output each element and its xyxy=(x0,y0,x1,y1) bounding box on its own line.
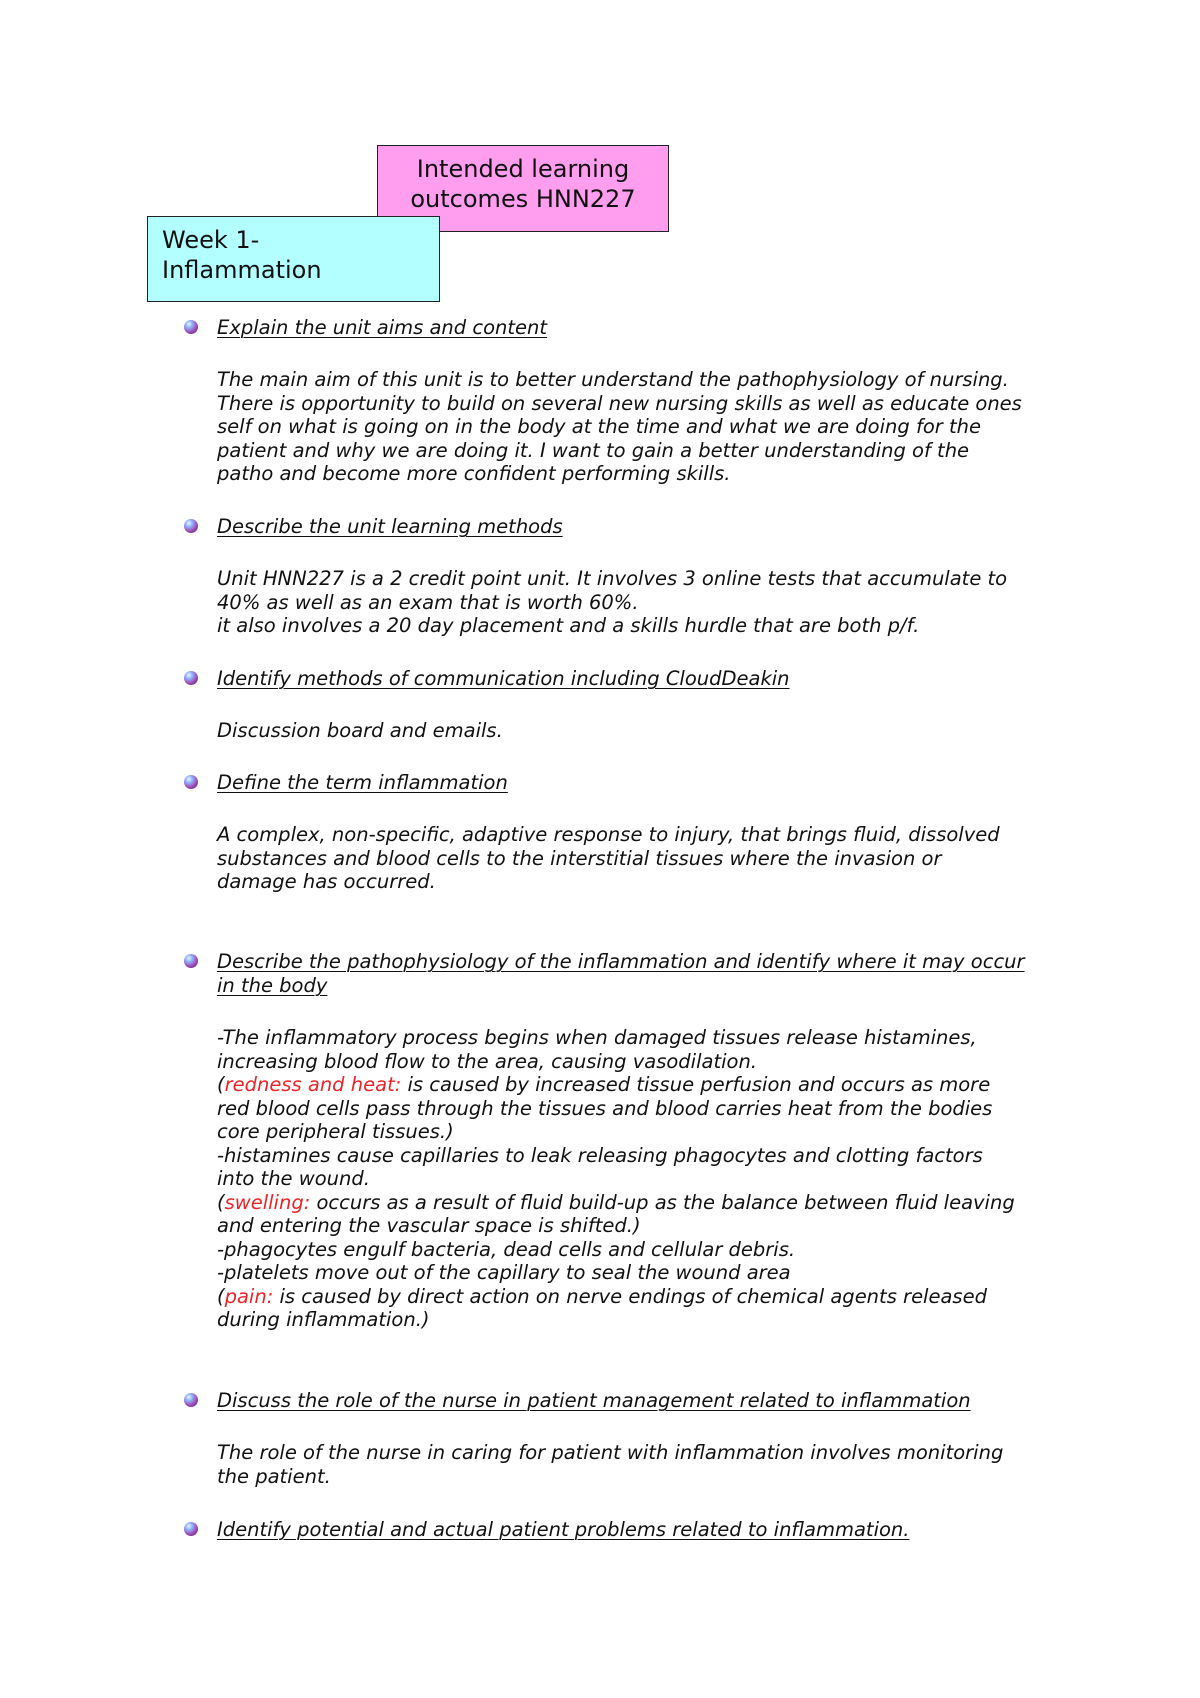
body-line: The role of the nurse in caring for patient with inflammation involves monitoring xyxy=(217,1441,1004,1464)
body-line: self on what is going on in the body at the time and what we are doing for the xyxy=(217,415,981,438)
section-heading xyxy=(184,515,1064,539)
body-line: substances and blood cells to the interstitial tissues where the invasion or xyxy=(217,846,942,870)
body-line: increasing blood flow to the area, causing vasodilation. xyxy=(217,1049,758,1073)
section-patient-problems xyxy=(184,1518,1064,1542)
bullet-icon xyxy=(184,1522,198,1536)
body-line: damage has occurred. xyxy=(217,870,436,893)
title-line-2: outcomes HNN227 xyxy=(410,185,636,213)
section-heading xyxy=(184,771,1064,795)
highlight-term: redness and heat: xyxy=(224,1073,402,1096)
body-line xyxy=(217,1191,1064,1215)
section-heading xyxy=(184,667,1064,691)
title-line-1: Intended learning xyxy=(416,155,630,183)
week-box xyxy=(147,216,440,302)
body-line: and entering the vascular space is shifted.) xyxy=(217,1214,641,1237)
body-line: into the wound. xyxy=(217,1167,370,1190)
body-line xyxy=(217,1285,1064,1309)
section-body xyxy=(184,567,1064,638)
heading-text: Identify potential and actual patient problems related to inflammation. xyxy=(217,1518,910,1541)
heading-text: Explain the unit aims and content xyxy=(217,316,548,339)
body-text: is caused by direct action on nerve endings of chemical agents released xyxy=(273,1284,987,1308)
body-line: -The inflammatory process begins when damaged tissues release histamines, xyxy=(217,1026,977,1049)
section-learning-methods xyxy=(184,515,1064,638)
paren-open: ( xyxy=(217,1190,225,1214)
heading-text: Describe the pathophysiology of the inflammation and identify where it may occur xyxy=(217,950,1025,973)
body-text: is caused by increased tissue perfusion and occurs as more xyxy=(401,1073,991,1096)
body-line: -platelets move out of the capillary to seal the wound area xyxy=(217,1261,791,1284)
body-line: The main aim of this unit is to better understand the pathophysiology of nursing. xyxy=(217,368,1009,391)
section-define-inflammation xyxy=(184,771,1064,894)
bullet-icon xyxy=(184,519,198,533)
body-line xyxy=(217,1073,1064,1097)
section-heading xyxy=(184,950,1064,998)
body-line: patient and why we are doing it. I want to gain a better understanding of the xyxy=(217,438,970,462)
body-line: Unit HNN227 is a 2 credit point unit. It involves 3 online tests that accumulate to xyxy=(217,567,1008,590)
bullet-icon xyxy=(184,671,198,685)
section-body xyxy=(184,823,1064,894)
heading-text: Identify methods of communication including CloudDeakin xyxy=(217,667,790,690)
heading-text: Describe the unit learning methods xyxy=(217,515,563,538)
body-line: core peripheral tissues.) xyxy=(217,1120,454,1143)
paren-open: ( xyxy=(217,1284,225,1308)
body-line: it also involves a 20 day placement and a skills hurdle that are both p/f. xyxy=(217,614,920,637)
bullet-icon xyxy=(184,1393,198,1407)
section-heading xyxy=(184,1518,1064,1542)
body-line: -phagocytes engulf bacteria, dead cells and cellular debris. xyxy=(217,1237,796,1261)
section-pathophysiology xyxy=(184,950,1064,1332)
highlight-term: pain: xyxy=(224,1284,274,1308)
heading-text: Define the term inflammation xyxy=(217,771,508,794)
body-line: A complex, non-specific, adaptive response to injury, that brings fluid, dissolved xyxy=(217,823,1000,846)
body-line: There is opportunity to build on several new nursing skills as well as educate ones xyxy=(217,391,1022,415)
body-line: Discussion board and emails. xyxy=(217,719,503,742)
section-body xyxy=(184,719,1064,743)
section-unit-aims xyxy=(184,316,1064,486)
section-nurse-role xyxy=(184,1389,1064,1488)
section-body xyxy=(184,1026,1064,1332)
section-heading xyxy=(184,1389,1064,1413)
body-text: occurs as a result of fluid build-up as the balance between fluid leaving xyxy=(310,1190,1015,1214)
body-line: during inflammation.) xyxy=(217,1308,430,1331)
section-body xyxy=(184,1441,1064,1488)
body-line: the patient. xyxy=(217,1464,331,1488)
section-heading xyxy=(184,316,1064,340)
body-line: 40% as well as an exam that is worth 60%. xyxy=(217,590,639,614)
bullet-icon xyxy=(184,775,198,789)
week-line-1: Week 1- xyxy=(162,226,260,254)
section-communication xyxy=(184,667,1064,743)
bullet-icon xyxy=(184,320,198,334)
section-body xyxy=(184,368,1064,486)
highlight-term: swelling: xyxy=(224,1190,311,1214)
body-line: red blood cells pass through the tissues and blood carries heat from the bodies xyxy=(217,1096,993,1120)
body-line: -histamines cause capillaries to leak releasing phagocytes and clotting factors xyxy=(217,1143,983,1167)
bullet-icon xyxy=(184,954,198,968)
paren-open: ( xyxy=(217,1073,225,1096)
heading-text: in the body xyxy=(217,974,328,997)
heading-text: Discuss the role of the nurse in patient management related to inflammation xyxy=(217,1389,971,1412)
week-line-2: Inflammation xyxy=(162,256,322,284)
body-line: patho and become more confident performing skills. xyxy=(217,462,731,485)
